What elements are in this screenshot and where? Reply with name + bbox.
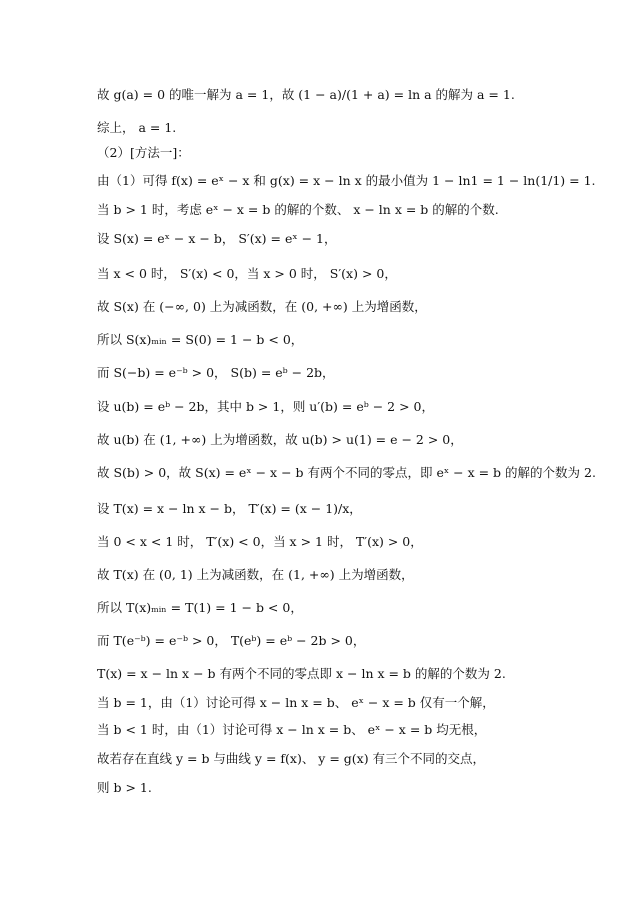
text-line: 综上， a = 1. xyxy=(97,120,177,135)
text-line: 而 S(−b) = e⁻ᵇ > 0， S(b) = eᵇ − 2b， xyxy=(97,365,335,380)
text-line: 故 g(a) = 0 的唯一解为 a = 1，故 (1 − a)/(1 + a) = ln a 的解为 a = 1. xyxy=(97,87,515,102)
text-line: 当 b < 1 时，由（1）讨论可得 x − ln x = b、 eˣ − x = b 均无根， xyxy=(97,722,487,737)
text-line: 当 b > 1 时，考虑 eˣ − x = b 的解的个数、 x − ln x = b 的解的个数. xyxy=(97,202,499,217)
text-line: 所以 T(x)ₘᵢₙ = T(1) = 1 − b < 0， xyxy=(97,600,303,615)
text-line: 故 u(b) 在 (1, +∞) 上为增函数，故 u(b) > u(1) = e − 2 > 0， xyxy=(97,432,463,447)
text-line: 设 T(x) = x − ln x − b， T′(x) = (x − 1)/x， xyxy=(97,501,362,516)
text-line: 当 0 < x < 1 时， T′(x) < 0，当 x > 1 时， T′(x) > 0， xyxy=(97,534,423,549)
text-line: 则 b > 1. xyxy=(97,780,152,795)
text-line: 当 b = 1，由（1）讨论可得 x − ln x = b、 eˣ − x = b 仅有一个解， xyxy=(97,695,495,710)
text-line: （2）[方法一]： xyxy=(97,145,190,160)
text-line: 所以 S(x)ₘᵢₙ = S(0) = 1 − b < 0， xyxy=(97,332,304,347)
text-line: 设 u(b) = eᵇ − 2b，其中 b > 1，则 u′(b) = eᵇ − 2 > 0， xyxy=(97,399,434,414)
text-line: 故 T(x) 在 (0, 1) 上为减函数，在 (1, +∞) 上为增函数， xyxy=(97,567,414,582)
text-line: 而 T(e⁻ᵇ) = e⁻ᵇ > 0， T(eᵇ) = eᵇ − 2b > 0， xyxy=(97,633,366,648)
text-line: 故 S(b) > 0，故 S(x) = eˣ − x − b 有两个不同的零点，即 eˣ − x = b 的解的个数为 2. xyxy=(97,465,596,480)
text-line: 故 S(x) 在 (−∞, 0) 上为减函数，在 (0, +∞) 上为增函数， xyxy=(97,299,427,314)
text-line: 由（1）可得 f(x) = eˣ − x 和 g(x) = x − ln x 的最小值为 1 − ln1 = 1 − ln(1/1) = 1. xyxy=(97,173,596,188)
text-line: 设 S(x) = eˣ − x − b， S′(x) = eˣ − 1， xyxy=(97,231,337,246)
text-line: T(x) = x − ln x − b 有两个不同的零点即 x − ln x = b 的解的个数为 2. xyxy=(97,666,506,681)
text-line: 当 x < 0 时， S′(x) < 0，当 x > 0 时， S′(x) > 0， xyxy=(97,266,397,281)
text-line: 故若存在直线 y = b 与曲线 y = f(x)、 y = g(x) 有三个不同的交点， xyxy=(97,751,486,766)
